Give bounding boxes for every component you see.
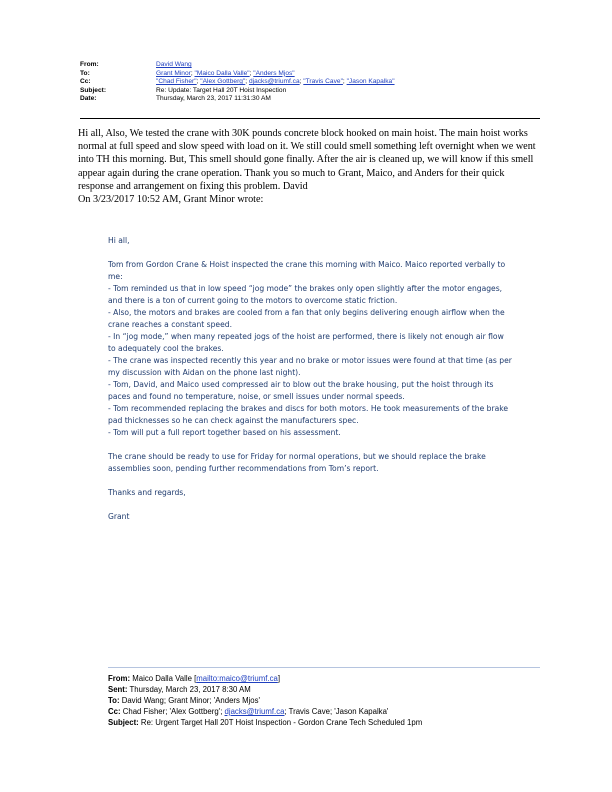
fwd-cc-pre: Chad Fisher; 'Alex Gottberg'; [120,707,225,716]
fwd-cc-link[interactable]: djacks@triumf.ca [224,707,285,716]
quote-bullet: - The crane was inspected recently this year and no brake or motor issues were found at that time (as per my discussion with Aidan on the phone last night). [108,356,512,377]
fwd-to-label: To: [108,696,120,705]
to-separator: ; [249,69,254,77]
header-from-row [80,61,520,70]
cc-separator: ; [196,78,201,86]
subject-label: Subject: [80,86,107,94]
header-cc-row [80,78,520,87]
quoted-message [108,235,513,523]
fwd-subject-value: Re: Urgent Target Hall 20T Hoist Inspection - Gordon Crane Tech Scheduled 1pm [138,718,423,727]
cc-link-djacks[interactable]: djacks@triumf.ca [248,78,300,86]
cc-link-chad[interactable]: "Chad Fisher" [156,78,197,86]
fwd-from-label: From: [108,674,131,683]
cc-link-alex[interactable]: "Alex Gottberg" [200,78,246,86]
quote-thanks: Thanks and regards, [108,488,186,497]
fwd-cc-label: Cc: [108,707,121,716]
header-to-row [80,70,520,79]
cc-label: Cc: [80,78,91,86]
quote-intro: Tom from Gordon Crane & Hoist inspected the crane this morning with Maico. Maico reported verbally to me: [108,260,506,281]
quote-bullet: - In “jog mode,” when many repeated jogs of the hoist are performed, there is likely not enough air flow to adequately cool the brakes. [108,332,504,353]
fwd-to-row [108,695,548,706]
quote-divider [108,667,540,668]
message-paragraph: Hi all, Also, We tested the crane with 30K pounds concrete block hooked on main hoist. The main hoist works normal at full speed and slow speed with load on it. We still could smell something left overnight when we went into TH this morning. But, This smell should gone finally. After the air is cleaned up, we will know if this smell appear again during the crane operation. Thank you so much to Grant, Maico, and Anders for their quick response and arrangement on fixing this problem. David [78,128,536,192]
wrote-line: On 3/23/2017 10:52 AM, Grant Minor wrote: [78,194,264,206]
fwd-subject-row [108,717,548,728]
from-link[interactable]: David Wang [156,61,192,68]
cc-separator: ; [342,78,347,86]
cc-separator: ; [245,78,249,86]
fwd-cc-post: ; Travis Cave; 'Jason Kapalka' [284,707,389,716]
date-value: Thursday, March 23, 2017 11:31:30 AM [156,95,271,103]
fwd-from-close: ] [277,674,280,683]
quote-bullet: - Tom, David, and Maico used compressed air to blow out the brake housing, put the hoist through its paces and found no temperature, noise, or smell issues under normal speeds. [108,380,494,401]
to-separator: ; [190,69,195,77]
quote-closing-paragraph: The crane should be ready to use for Friday for normal operations, but we should replace the brake assemblies soon, pending further recommendations from Tom’s report. [108,452,486,473]
fwd-subject-label: Subject: [108,718,139,727]
fwd-from-row [108,673,548,684]
quote-bullet: - Also, the motors and brakes are cooled from a fan that only begins delivering enough airflow when the crane reaches a constant speed. [108,308,505,329]
cc-link-jason[interactable]: "Jason Kapalka" [346,78,395,86]
quote-signature: Grant [108,512,130,521]
forwarded-header [108,673,548,728]
fwd-to-value: David Wang; Grant Minor; 'Anders Mjos' [119,696,261,705]
subject-value: Re: Update: Target Hall 20T Hoist Inspection [156,86,287,94]
to-link-grant[interactable]: Grant Minor [156,69,191,77]
fwd-mailto-link[interactable]: mailto:maico@triumf.ca [196,674,278,683]
cc-link-travis[interactable]: "Travis Cave" [303,78,343,86]
fwd-sent-value: Thursday, March 23, 2017 8:30 AM [127,685,251,694]
message-body [78,127,540,206]
fwd-from-name: Maico Dalla Valle [ [130,674,197,683]
to-link-maico[interactable]: "Maico Dalla Valle" [194,69,250,77]
quote-bullet: - Tom recommended replacing the brakes and discs for both motors. He took measurements of the brake pad thicknesses so he can check against the manufacturers spec. [108,404,509,425]
cc-separator: ; [299,78,304,86]
fwd-sent-label: Sent: [108,685,128,694]
fwd-cc-row [108,706,548,717]
fwd-sent-row [108,684,548,695]
date-label: Date: [80,95,97,103]
quote-bullet: - Tom will put a full report together based on his assessment. [108,428,341,437]
to-link-anders[interactable]: "Anders Mjos" [253,69,295,77]
header-subject-row [80,87,520,96]
from-label: From: [80,61,99,68]
quote-greeting: Hi all, [108,236,130,245]
email-header [80,61,520,104]
quote-bullet: - Tom reminded us that in low speed “jog mode” the brakes only open slightly after the motor engages, and there is a ton of current going to the motors to overcome static friction. [108,284,503,305]
header-date-row [80,95,520,104]
to-label: To: [80,69,90,77]
header-divider [80,118,540,119]
